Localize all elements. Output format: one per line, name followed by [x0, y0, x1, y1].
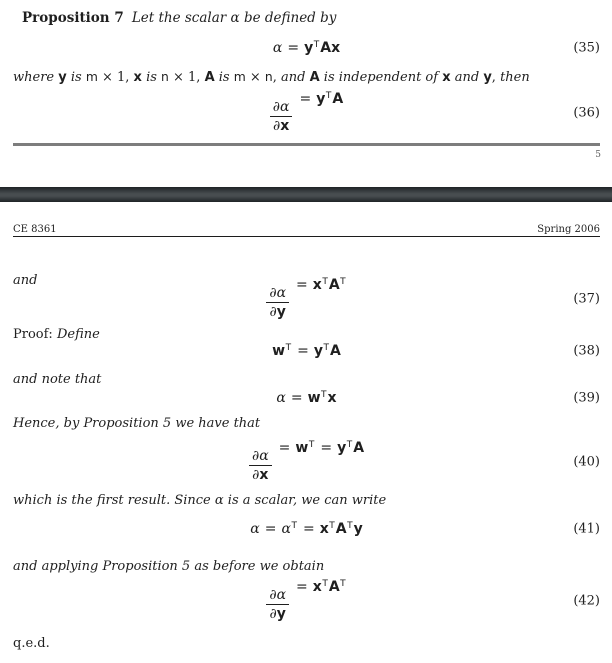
header-course-code: CE 8361: [13, 224, 57, 235]
equation-39-body: $\alpha = w^Tx$: [276, 390, 337, 406]
equation-38: [13, 342, 600, 360]
proposition-heading: Proposition 7 Let the scalar α be defined by: [22, 10, 337, 26]
page-header-rule: [13, 236, 600, 237]
page-separator-band: [0, 187, 612, 202]
equation-39-number: (39): [573, 390, 600, 406]
equation-40-number: (40): [573, 454, 600, 470]
equation-37-number: (37): [573, 291, 600, 307]
page-header: [13, 224, 600, 235]
equation-36: [13, 90, 600, 135]
equation-35: [13, 38, 600, 58]
text-line-first-result: which is the first result. Since α is a scalar, we can write: [13, 493, 387, 508]
page-footer-rule: [13, 143, 600, 146]
text-line-and-note: and note that: [13, 372, 102, 387]
qed-text: q.e.d.: [13, 636, 50, 651]
equation-42-body: $\frac{\partial\alpha}{\partial y}$ = $x^TA^T$: [266, 579, 346, 623]
text-line-hence: Hence, by Proposition 5 we have that: [13, 416, 261, 431]
equation-36-number: (36): [573, 105, 600, 121]
equation-35-number: (35): [573, 40, 600, 56]
equation-40-body: $\frac{\partial\alpha}{\partial x}$ = $w^T = y^TA$: [249, 440, 364, 484]
equation-42-number: (42): [573, 593, 600, 609]
header-term: Spring 2006: [537, 224, 600, 235]
equation-41-body: $\alpha = \alpha^T = x^TA^Ty$: [250, 521, 363, 537]
text-line-proof-define: Proof: Define: [13, 327, 100, 342]
equation-38-body: $w^T = y^TA$: [272, 343, 341, 359]
equation-42: [13, 578, 600, 623]
where-conditions-line: where y is m × 1, x is n × 1, A is m × n, and A is independent of x and y, then: [13, 70, 530, 85]
page-number: 5: [595, 150, 601, 160]
text-line-and: and: [13, 273, 38, 288]
equation-35-body: $\alpha = y^TAx$: [272, 40, 341, 56]
equation-41: [13, 520, 600, 538]
equation-39: [13, 389, 600, 407]
equation-38-number: (38): [573, 343, 600, 359]
equation-41-number: (41): [573, 521, 600, 537]
equation-40: [13, 439, 600, 484]
text-line-applying: and applying Proposition 5 as before we obtain: [13, 559, 325, 574]
equation-36-body: $\frac{\partial\alpha}{\partial x}$ = $y^TA$: [270, 91, 343, 135]
equation-37-body: $\frac{\partial\alpha}{\partial y}$ = $x^TA^T$: [266, 277, 346, 321]
